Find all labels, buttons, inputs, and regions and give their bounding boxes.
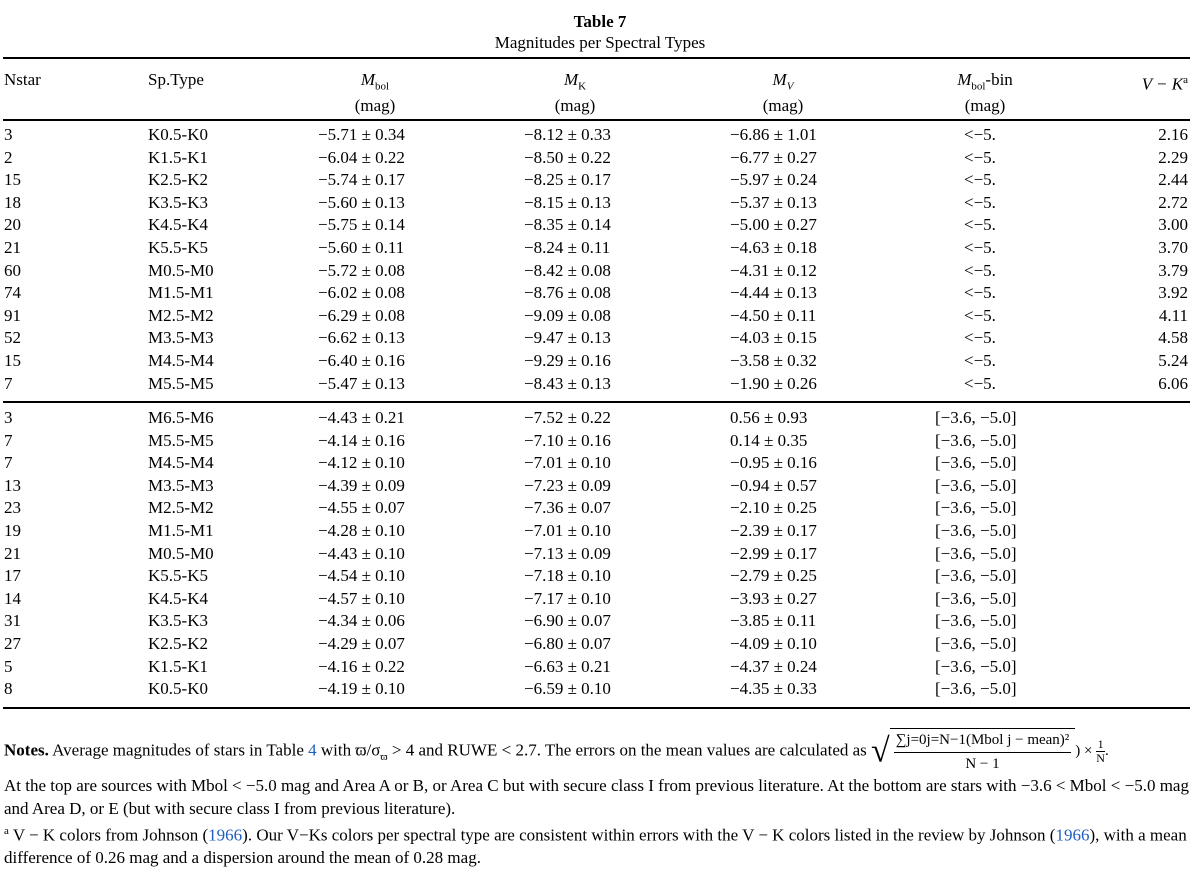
cell-nstar: 20 [4,215,21,235]
cell-nstar: 74 [4,283,21,303]
cell-v-k: 3.00 [1158,215,1188,235]
cell-mk: −9.29 ± 0.16 [524,350,611,370]
cell-mbol-bin: [−3.6, −5.0] [935,430,1017,450]
table-row [0,192,1200,215]
table-row [0,565,1200,588]
cell-mv: −4.63 ± 0.18 [730,237,817,257]
cell-mbol-bin: <−5. [964,260,996,280]
cell-mv: −4.50 ± 0.11 [730,305,817,325]
cell-mk: −6.59 ± 0.10 [524,679,611,699]
cell-mv: −5.97 ± 0.24 [730,170,817,190]
cell-sptype: K0.5-K0 [148,679,208,699]
notes-footnote-a [4,820,1190,870]
cell-sptype: K2.5-K2 [148,170,208,190]
notes-label: Notes. [4,740,49,760]
cell-mbol-bin: <−5. [964,125,996,144]
cell-mk: −6.63 ± 0.21 [524,656,611,676]
cell-v-k: 5.24 [1158,350,1188,370]
cell-mk: −7.23 ± 0.09 [524,475,611,495]
cell-mk: −7.52 ± 0.22 [524,408,611,427]
table-row [0,282,1200,305]
cell-mv: −4.35 ± 0.33 [730,679,817,699]
cell-nstar: 52 [4,328,21,348]
header-mbol-bin [915,70,1055,116]
notes-paragraph-1 [4,728,1190,775]
cell-mbol-bin: [−3.6, −5.0] [935,520,1017,540]
cell-nstar: 14 [4,588,21,608]
cell-mbol: −4.28 ± 0.10 [318,520,405,540]
cell-sptype: K1.5-K1 [148,147,208,167]
cell-nstar: 18 [4,192,21,212]
cell-nstar: 31 [4,611,21,631]
cell-nstar: 17 [4,566,21,586]
header-mbol-unit: (mag) [354,96,396,116]
cell-mbol-bin: [−3.6, −5.0] [935,453,1017,473]
header-mbol-symbol: M [360,70,376,89]
cell-mbol: −6.29 ± 0.08 [318,305,405,325]
table-row [0,610,1200,633]
cell-mbol: −6.62 ± 0.13 [318,328,405,348]
cell-mbol-bin: [−3.6, −5.0] [935,679,1017,699]
cell-mbol-bin: <−5. [964,192,996,212]
cell-sptype: M3.5-M3 [148,328,214,348]
header-mv-sub: V [786,80,794,93]
cell-mv: −6.77 ± 0.27 [730,147,817,167]
cell-mbol: −6.02 ± 0.08 [318,283,405,303]
table-row [0,124,1200,147]
table-caption-label: Table 7 [573,12,627,31]
cell-sptype: M5.5-M5 [148,373,214,393]
cell-mk: −8.15 ± 0.13 [524,192,611,212]
cell-mbol: −5.74 ± 0.17 [318,170,405,190]
cell-mk: −7.17 ± 0.10 [524,588,611,608]
cell-nstar: 91 [4,305,21,325]
cell-sptype: M0.5-M0 [148,543,214,563]
cell-mv: −1.90 ± 0.26 [730,373,817,393]
cell-mv: −0.94 ± 0.57 [730,475,817,495]
header-vk-footnote-mark: a [1183,74,1188,86]
cell-v-k: 3.92 [1158,283,1188,303]
cell-nstar: 15 [4,350,21,370]
cell-v-k: 6.06 [1158,373,1188,393]
cell-mv: −4.31 ± 0.12 [730,260,817,280]
cell-mk: −8.43 ± 0.13 [524,373,611,393]
cell-mbol: −4.29 ± 0.07 [318,633,405,653]
cell-sptype: M2.5-M2 [148,498,214,518]
table-row [0,237,1200,260]
cell-nstar: 3 [4,408,13,427]
cell-nstar: 19 [4,520,21,540]
cell-sptype: M4.5-M4 [148,453,214,473]
table-row [0,327,1200,350]
cell-sptype: M1.5-M1 [148,520,214,540]
cell-v-k: 2.72 [1158,192,1188,212]
table-row [0,497,1200,520]
johnson-1966-link-1[interactable]: 1966 [208,825,243,845]
header-nstar: Nstar [4,70,41,89]
table-header-rule [3,119,1190,121]
formula-small-fraction [1096,738,1105,765]
cell-mbol-bin: [−3.6, −5.0] [935,656,1017,676]
cell-nstar: 3 [4,125,13,144]
cell-mbol: −4.57 ± 0.10 [318,588,405,608]
table-row [0,169,1200,192]
cell-sptype: K5.5-K5 [148,566,208,586]
notes-paragraph-2: At the top are sources with Mbol < −5.0 mag and Area A or B, or Area C but with secure class I from previous literature. At the bottom are stars with −3.6 < Mbol < −5.0 mag and Area D, or E (but with secure class I from previous literature). [4,776,1189,818]
cell-mbol: −4.16 ± 0.22 [318,656,405,676]
cell-sptype: M5.5-M5 [148,430,214,450]
notes-text-1c: > 4 and RUWE < 2.7. The errors on the mean values are calculated as [387,740,872,760]
cell-mbol: −6.04 ± 0.22 [318,147,405,167]
cell-mv: −5.00 ± 0.27 [730,215,817,235]
cell-mv: −3.93 ± 0.27 [730,588,817,608]
header-mbol-sub: bol [375,80,390,93]
header-mv [713,70,853,116]
cell-sptype: M0.5-M0 [148,260,214,280]
cell-mk: −8.42 ± 0.08 [524,260,611,280]
cell-nstar: 21 [4,543,21,563]
cell-mv: −4.03 ± 0.15 [730,328,817,348]
cell-sptype: K3.5-K3 [148,611,208,631]
cell-nstar: 27 [4,633,21,653]
header-mbol [305,70,445,116]
cell-nstar: 7 [4,453,13,473]
cell-mv: −5.37 ± 0.13 [730,192,817,212]
cell-mbol: −5.60 ± 0.13 [318,192,405,212]
cell-v-k: 2.44 [1158,170,1188,190]
cell-mbol: −4.34 ± 0.06 [318,611,405,631]
cell-nstar: 8 [4,679,13,699]
cell-mv: −4.44 ± 0.13 [730,283,817,303]
formula-small-denominator: N [1096,751,1105,765]
header-bin-unit: (mag) [964,96,1006,116]
header-bin-sub: bol [971,80,986,93]
cell-mbol: −4.14 ± 0.16 [318,430,405,450]
cell-sptype: M6.5-M6 [148,408,214,427]
cell-v-k: 4.58 [1158,328,1188,348]
header-bin-symbol: M [957,70,972,89]
cell-mbol-bin: <−5. [964,328,996,348]
cell-sptype: K2.5-K2 [148,633,208,653]
cell-mbol-bin: [−3.6, −5.0] [935,588,1017,608]
header-sptype: Sp.Type [148,70,204,89]
error-formula: √ $\frac{\text{∑j=0j=N−1(Mbol j − mean)²}}{N - 1}$ ) × $\frac{1}{N}$. [871,728,1109,775]
cell-sptype: K5.5-K5 [148,237,208,257]
table-row [0,147,1200,170]
cell-sptype: M2.5-M2 [148,305,214,325]
cell-mbol: −4.43 ± 0.10 [318,543,405,563]
table-row [0,373,1200,396]
cell-mk: −7.18 ± 0.10 [524,566,611,586]
cell-nstar: 5 [4,656,13,676]
cell-mbol-bin: <−5. [964,350,996,370]
cell-mbol-bin: <−5. [964,170,996,190]
table-body-top [0,124,1200,395]
cell-mv: −0.95 ± 0.16 [730,453,817,473]
cell-mk: −8.12 ± 0.33 [524,125,611,144]
notes-text-1b: with ϖ/σ [316,740,381,760]
cell-mbol: −4.55 ± 0.07 [318,498,405,518]
footnote-text-c: ), with a mean difference of 0.26 mag and a dispersion around the mean of 0.28 mag. [4,825,1187,868]
cell-mk: −8.76 ± 0.08 [524,283,611,303]
table-row [0,407,1200,430]
header-mk-unit: (mag) [554,96,596,116]
header-mk [505,70,645,116]
cell-nstar: 23 [4,498,21,518]
cell-mv: −2.39 ± 0.17 [730,520,817,540]
notes-text-1-sub: ϖ [380,750,388,763]
cell-mk: −8.25 ± 0.17 [524,170,611,190]
cell-mk: −8.50 ± 0.22 [524,147,611,167]
cell-nstar: 2 [4,147,13,167]
cell-mv: 0.14 ± 0.35 [730,430,808,450]
cell-mbol-bin: <−5. [964,237,996,257]
cell-mk: −8.24 ± 0.11 [524,237,611,257]
cell-mv: −2.10 ± 0.25 [730,498,817,518]
cell-mk: −6.90 ± 0.07 [524,611,611,631]
cell-mbol: −4.43 ± 0.21 [318,408,405,427]
cell-mbol-bin: <−5. [964,305,996,325]
footnote-text-a: V − K colors from Johnson ( [8,825,209,845]
cell-mbol-bin: [−3.6, −5.0] [935,408,1017,427]
cell-mbol: −6.40 ± 0.16 [318,350,405,370]
cell-sptype: M3.5-M3 [148,475,214,495]
cell-mbol-bin: [−3.6, −5.0] [935,566,1017,586]
cell-v-k: 2.29 [1158,147,1188,167]
cell-mbol: −5.72 ± 0.08 [318,260,405,280]
cell-mk: −7.10 ± 0.16 [524,430,611,450]
cell-mk: −8.35 ± 0.14 [524,215,611,235]
formula-fraction [890,728,1076,775]
cell-mbol-bin: <−5. [964,283,996,303]
table-notes [4,728,1190,870]
table-row [0,543,1200,566]
header-bin-suffix: -bin [985,70,1013,89]
table-row [0,260,1200,283]
table-row [0,656,1200,679]
table-row [0,350,1200,373]
formula-denominator: N − 1 [965,755,1000,772]
cell-mv: −3.58 ± 0.32 [730,350,817,370]
cell-mv: −4.37 ± 0.24 [730,656,817,676]
footnote-text-b: ). Our V−Ks colors per spectral type are consistent within errors with the V − K colors listed in the review by Johnson ( [242,825,1056,845]
header-v-k [1142,70,1188,95]
table-section-rule [3,401,1190,403]
cell-sptype: K3.5-K3 [148,192,208,212]
header-mk-symbol: M [563,70,579,89]
cell-sptype: M1.5-M1 [148,283,214,303]
table-row [0,214,1200,237]
header-mv-symbol: M [772,70,787,89]
cell-sptype: M4.5-M4 [148,350,214,370]
cell-mv: −2.79 ± 0.25 [730,566,817,586]
cell-mbol: −5.47 ± 0.13 [318,373,405,393]
cell-mbol-bin: <−5. [964,147,996,167]
table-row [0,678,1200,701]
cell-mv: −6.86 ± 1.01 [730,125,817,144]
table-row [0,520,1200,543]
cell-nstar: 21 [4,237,21,257]
sqrt-symbol: √ [871,732,890,770]
cell-mv: −3.85 ± 0.11 [730,611,817,631]
header-mv-unit: (mag) [762,96,804,116]
cell-v-k: 2.16 [1158,125,1188,144]
table-body-bottom [0,407,1200,701]
cell-nstar: 15 [4,170,21,190]
table-row [0,475,1200,498]
table-top-rule [3,57,1190,59]
cell-mk: −7.13 ± 0.09 [524,543,611,563]
cell-mbol-bin: <−5. [964,215,996,235]
cell-mk: −7.01 ± 0.10 [524,453,611,473]
formula-tail: ) × [1075,742,1097,759]
cell-sptype: K4.5-K4 [148,588,208,608]
cell-mbol: −5.60 ± 0.11 [318,237,405,257]
header-mk-sub: K [578,80,587,93]
cell-nstar: 7 [4,430,13,450]
cell-sptype: K1.5-K1 [148,656,208,676]
cell-mbol-bin: [−3.6, −5.0] [935,611,1017,631]
table-row [0,588,1200,611]
footnote-mark: a [4,825,9,837]
cell-mk: −7.36 ± 0.07 [524,498,611,518]
notes-text-1a: Average magnitudes of stars in Table [48,740,309,760]
table-row [0,430,1200,453]
cell-nstar: 7 [4,373,13,393]
table-row [0,633,1200,656]
cell-v-k: 3.79 [1158,260,1188,280]
cell-mbol: −4.54 ± 0.10 [318,566,405,586]
cell-mbol: −4.12 ± 0.10 [318,453,405,473]
cell-mk: −6.80 ± 0.07 [524,633,611,653]
cell-mbol: −5.71 ± 0.34 [318,125,405,144]
table-caption-title: Magnitudes per Spectral Types [494,33,706,52]
cell-sptype: K0.5-K0 [148,125,208,144]
cell-mv: 0.56 ± 0.93 [730,408,808,427]
header-vk-text: V − K [1141,74,1184,94]
johnson-1966-link-2[interactable]: 1966 [1055,825,1090,845]
cell-nstar: 13 [4,475,21,495]
cell-sptype: K4.5-K4 [148,215,208,235]
cell-mk: −9.09 ± 0.08 [524,305,611,325]
cell-mbol: −4.39 ± 0.09 [318,475,405,495]
table-row [0,452,1200,475]
cell-mv: −4.09 ± 0.10 [730,633,817,653]
cell-mbol: −5.75 ± 0.14 [318,215,405,235]
cell-mbol-bin: [−3.6, −5.0] [935,475,1017,495]
cell-mbol-bin: [−3.6, −5.0] [935,633,1017,653]
cell-mk: −9.47 ± 0.13 [524,328,611,348]
cell-mbol: −4.19 ± 0.10 [318,679,405,699]
formula-small-numerator: 1 [1097,737,1104,751]
cell-mbol-bin: [−3.6, −5.0] [935,498,1017,518]
cell-mbol-bin: [−3.6, −5.0] [935,543,1017,563]
table-4-link[interactable]: 4 [308,740,317,760]
table-bottom-rule [3,707,1190,709]
cell-v-k: 3.70 [1158,237,1188,257]
cell-mv: −2.99 ± 0.17 [730,543,817,563]
cell-nstar: 60 [4,260,21,280]
cell-mk: −7.01 ± 0.10 [524,520,611,540]
cell-v-k: 4.11 [1158,305,1188,325]
formula-numerator: ∑j=0j=N−1(Mbol j − mean)² [894,729,1072,753]
cell-mbol-bin: <−5. [964,373,996,393]
table-row [0,305,1200,328]
